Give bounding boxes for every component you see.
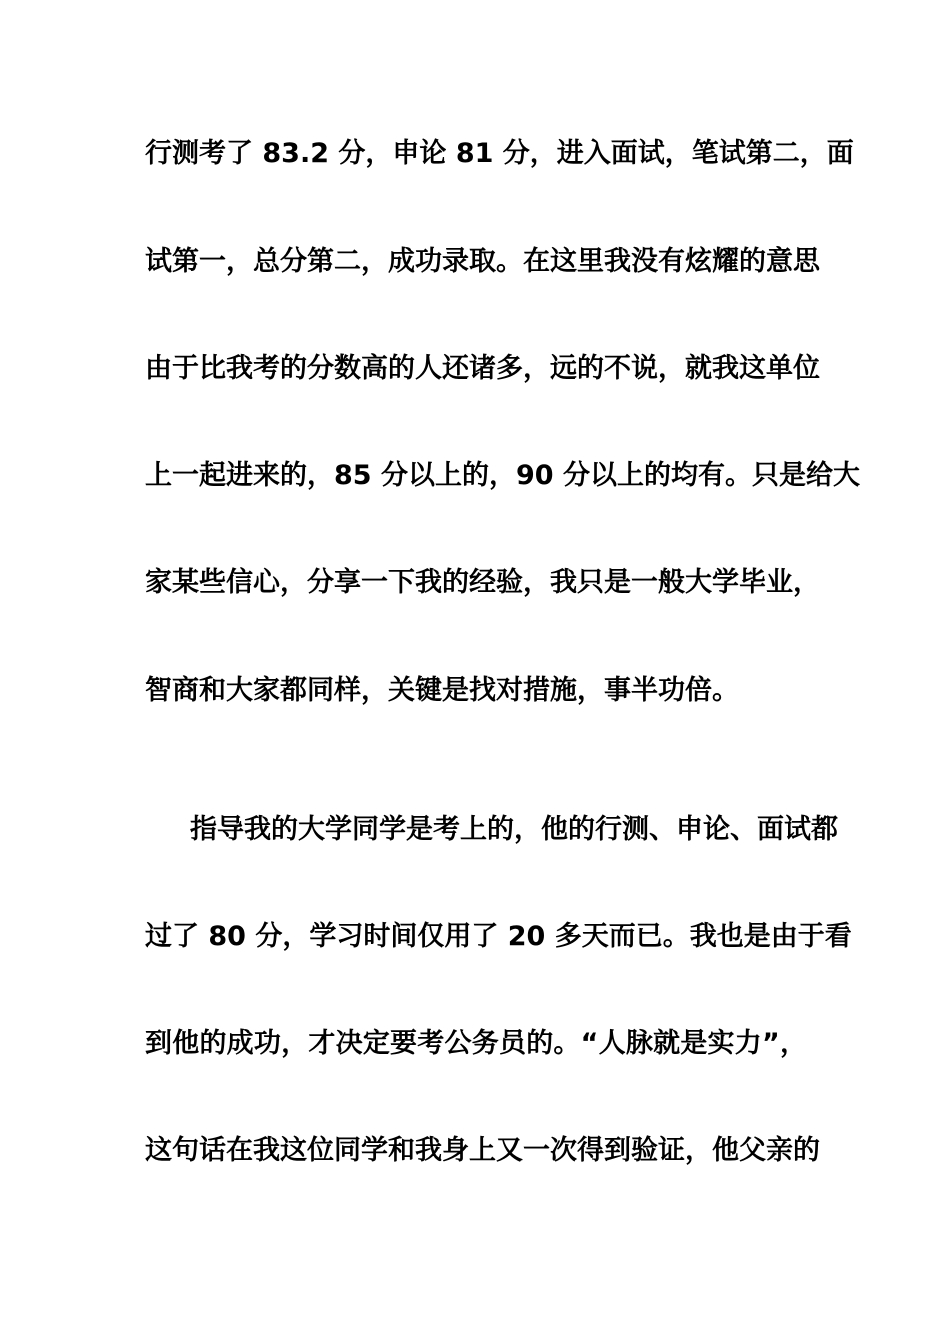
text-line: 家某些信心，分享一下我的经验，我只是一般大学毕业， xyxy=(145,567,820,598)
text-line: 指导我的大学同学是考上的，他的行测、申论、面试都 xyxy=(190,814,838,845)
text-line: 到他的成功，才决定要考公务员的。“人脉就是实力”， xyxy=(145,1028,807,1059)
text-line: 这句话在我这位同学和我身上又一次得到验证，他父亲的 xyxy=(145,1135,820,1166)
text-line: 智商和大家都同样，关键是找对措施，事半功倍。 xyxy=(145,675,739,706)
text-line: 行测考了 83.2 分，申论 81 分，进入面试，笔试第二，面 xyxy=(145,138,854,169)
text-line: 由于比我考的分数高的人还诸多，远的不说，就我这单位 xyxy=(145,353,820,384)
text-line: 过了 80 分，学习时间仅用了 20 多天而已。我也是由于看 xyxy=(145,921,852,952)
text-line: 试第一，总分第二，成功录取。在这里我没有炫耀的意思 xyxy=(145,246,820,277)
text-line: 上一起进来的，85 分以上的，90 分以上的均有。只是给大 xyxy=(145,460,860,491)
